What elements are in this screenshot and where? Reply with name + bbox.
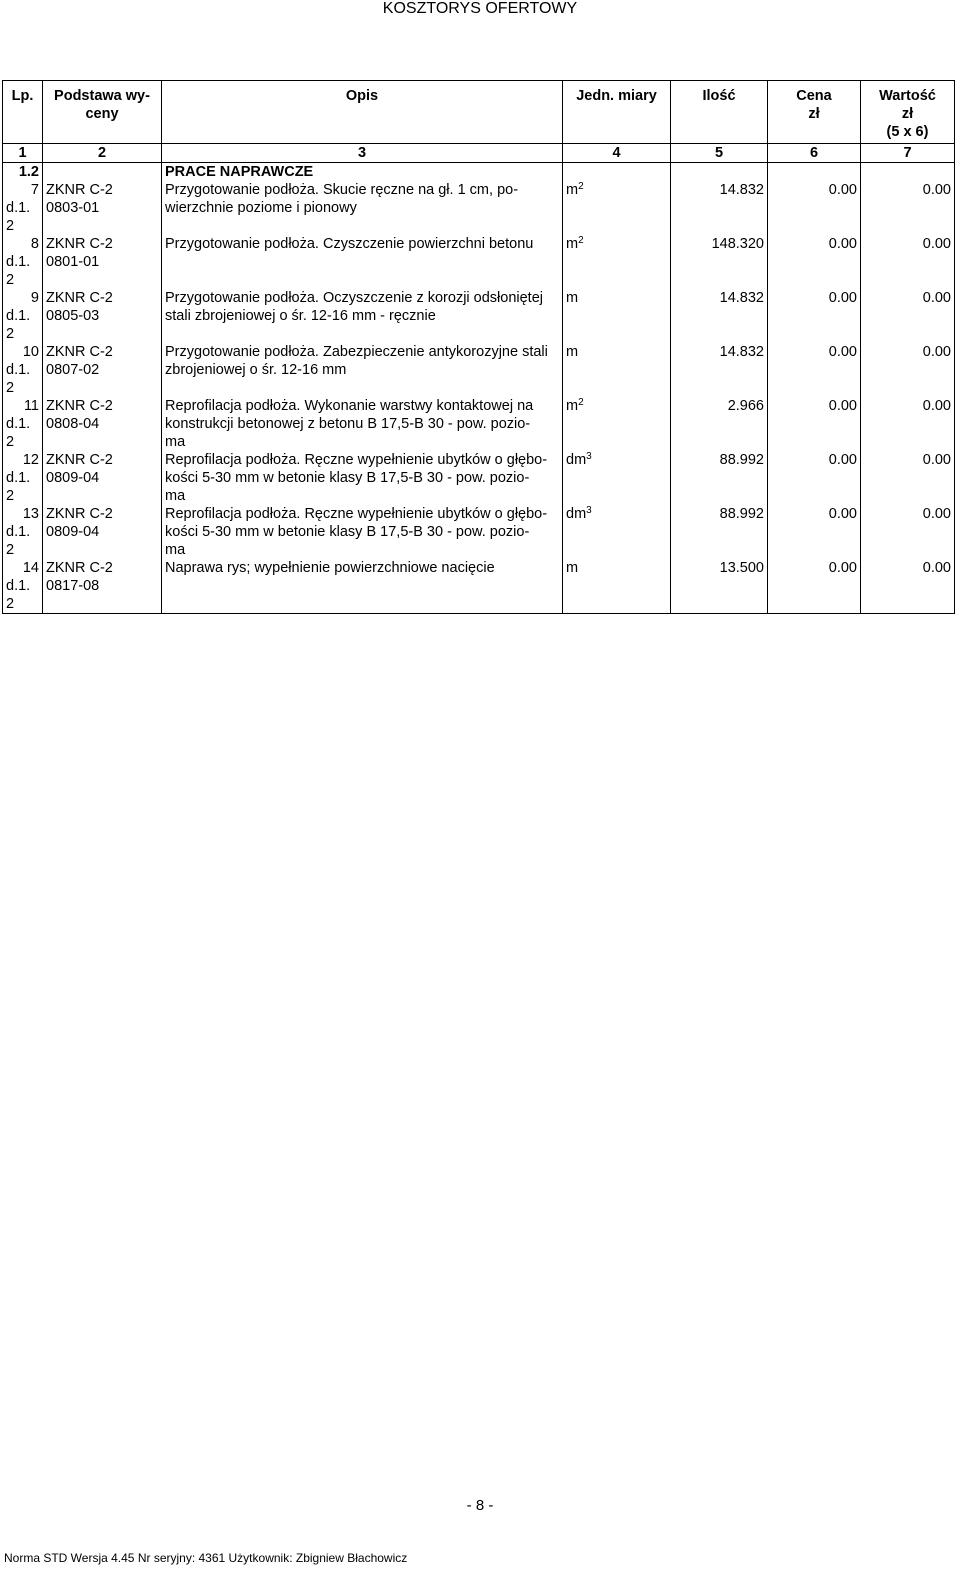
item-description-line: konstrukcji betonowej z betonu B 17,5-B 30 - pow. pozio- xyxy=(165,416,531,432)
item-value: 0.00 xyxy=(861,505,955,559)
item-unit xyxy=(563,343,671,397)
table-row xyxy=(3,505,955,559)
item-lp xyxy=(3,289,43,343)
item-basis xyxy=(43,181,162,235)
item-basis xyxy=(43,397,162,451)
column-number: 6 xyxy=(768,144,861,163)
item-lp-prefix: d.1. xyxy=(6,362,31,378)
item-description-line: ma xyxy=(165,542,186,558)
item-price: 0.00 xyxy=(768,505,861,559)
item-basis xyxy=(43,505,162,559)
item-value: 0.00 xyxy=(861,343,955,397)
footer-text: Norma STD Wersja 4.45 Nr seryjny: 4361 Użytkownik: Zbigniew Błachowicz xyxy=(4,1551,408,1565)
table-row xyxy=(3,181,955,235)
section-row xyxy=(3,163,955,182)
table-row xyxy=(3,451,955,505)
item-unit xyxy=(563,559,671,614)
item-basis xyxy=(43,289,162,343)
item-unit-base: m xyxy=(566,344,579,360)
section-title: PRACE NAPRAWCZE xyxy=(162,163,563,182)
item-basis-code: 0807-02 xyxy=(46,362,100,378)
item-lp xyxy=(3,505,43,559)
item-lp-number: 10 xyxy=(22,344,39,360)
item-unit-exponent: 2 xyxy=(578,397,584,408)
item-lp-number: 12 xyxy=(22,452,39,468)
item-description-line: wierzchnie poziome i pionowy xyxy=(165,200,357,216)
table-row xyxy=(3,559,955,614)
item-unit-exponent: 2 xyxy=(578,235,584,246)
item-value: 0.00 xyxy=(861,559,955,614)
item-basis-catalog: ZKNR C-2 xyxy=(46,344,113,360)
item-description-line: zbrojeniowej o śr. 12-16 mm xyxy=(165,362,347,378)
item-quantity: 14.832 xyxy=(671,289,768,343)
item-description-line: stali zbrojeniowej o śr. 12-16 mm - ręcznie xyxy=(165,308,436,324)
item-basis-catalog: ZKNR C-2 xyxy=(46,560,113,576)
item-lp xyxy=(3,235,43,289)
item-lp-number: 9 xyxy=(30,290,39,306)
column-number: 1 xyxy=(3,144,43,163)
item-description-line: Przygotowanie podłoża. Skucie ręczne na gł. 1 cm, po- xyxy=(165,182,519,198)
item-description xyxy=(162,559,563,614)
column-number: 7 xyxy=(861,144,955,163)
item-lp-prefix: d.1. xyxy=(6,200,31,216)
item-unit xyxy=(563,505,671,559)
header-value: Wartość zł (5 x 6) xyxy=(861,81,955,144)
item-basis-code: 0801-01 xyxy=(46,254,100,270)
column-number: 4 xyxy=(563,144,671,163)
item-price: 0.00 xyxy=(768,181,861,235)
table-row xyxy=(3,235,955,289)
item-price: 0.00 xyxy=(768,289,861,343)
column-number: 5 xyxy=(671,144,768,163)
item-description-line: kości 5-30 mm w betonie klasy B 17,5-B 30 - pow. pozio- xyxy=(165,470,530,486)
item-lp-prefix: d.1. xyxy=(6,578,31,594)
column-number-row xyxy=(3,144,955,163)
item-quantity: 88.992 xyxy=(671,505,768,559)
item-unit-base: m xyxy=(566,290,579,306)
item-lp-number: 14 xyxy=(22,560,39,576)
item-description xyxy=(162,397,563,451)
item-lp-number: 11 xyxy=(23,398,39,414)
header-quantity: Ilość xyxy=(671,81,768,144)
item-description-line: Przygotowanie podłoża. Zabezpieczenie antykorozyjne stali xyxy=(165,344,548,360)
item-lp-prefix: d.1. xyxy=(6,254,31,270)
item-lp-number: 7 xyxy=(30,182,39,198)
item-lp-prefix: d.1. xyxy=(6,524,31,540)
header-description: Opis xyxy=(162,81,563,144)
item-description-line: ma xyxy=(165,434,186,450)
item-unit-base: m xyxy=(566,182,579,198)
column-number: 3 xyxy=(162,144,563,163)
header-price: Cena zł xyxy=(768,81,861,144)
item-lp-suffix: 2 xyxy=(6,488,15,504)
item-lp-suffix: 2 xyxy=(6,326,15,342)
item-description-line: kości 5-30 mm w betonie klasy B 17,5-B 30 - pow. pozio- xyxy=(165,524,530,540)
item-value: 0.00 xyxy=(861,235,955,289)
item-unit-base: m xyxy=(566,236,579,252)
table-row xyxy=(3,343,955,397)
item-lp-prefix: d.1. xyxy=(6,308,31,324)
item-unit-base: m xyxy=(566,560,579,576)
item-quantity: 148.320 xyxy=(671,235,768,289)
item-quantity: 13.500 xyxy=(671,559,768,614)
item-lp-suffix: 2 xyxy=(6,272,15,288)
table-row xyxy=(3,289,955,343)
item-unit xyxy=(563,397,671,451)
item-basis xyxy=(43,559,162,614)
item-description xyxy=(162,181,563,235)
column-number: 2 xyxy=(43,144,162,163)
item-basis-code: 0809-04 xyxy=(46,470,100,486)
item-basis xyxy=(43,235,162,289)
item-unit xyxy=(563,181,671,235)
item-description xyxy=(162,289,563,343)
item-quantity: 88.992 xyxy=(671,451,768,505)
item-lp xyxy=(3,181,43,235)
header-basis: Podstawa wy- ceny xyxy=(43,81,162,144)
item-price: 0.00 xyxy=(768,235,861,289)
item-basis xyxy=(43,343,162,397)
item-price: 0.00 xyxy=(768,451,861,505)
item-lp-suffix: 2 xyxy=(6,380,15,396)
item-description-line: Przygotowanie podłoża. Czyszczenie powierzchni betonu xyxy=(165,236,534,252)
item-lp-number: 13 xyxy=(22,506,39,522)
item-unit-base: m xyxy=(566,398,579,414)
item-basis-catalog: ZKNR C-2 xyxy=(46,452,113,468)
item-value: 0.00 xyxy=(861,181,955,235)
item-unit xyxy=(563,451,671,505)
item-price: 0.00 xyxy=(768,343,861,397)
item-unit-exponent: 3 xyxy=(586,451,592,462)
item-lp-suffix: 2 xyxy=(6,218,15,234)
item-quantity: 14.832 xyxy=(671,181,768,235)
item-description-line: Naprawa rys; wypełnienie powierzchniowe nacięcie xyxy=(165,560,495,576)
item-unit-base: dm xyxy=(566,506,587,522)
header-lp: Lp. xyxy=(3,81,43,144)
item-price: 0.00 xyxy=(768,397,861,451)
item-unit xyxy=(563,235,671,289)
item-lp-prefix: d.1. xyxy=(6,416,31,432)
item-lp-suffix: 2 xyxy=(6,542,15,558)
item-lp xyxy=(3,451,43,505)
item-unit-base: dm xyxy=(566,452,587,468)
item-lp xyxy=(3,559,43,614)
section-number: 1.2 xyxy=(3,163,43,182)
header-unit: Jedn. miary xyxy=(563,81,671,144)
item-basis-code: 0805-03 xyxy=(46,308,100,324)
item-basis-catalog: ZKNR C-2 xyxy=(46,506,113,522)
item-basis-code: 0809-04 xyxy=(46,524,100,540)
page-title: KOSZTORYS OFERTOWY xyxy=(382,0,578,17)
item-price: 0.00 xyxy=(768,559,861,614)
item-lp-suffix: 2 xyxy=(6,596,15,612)
item-description-line: Przygotowanie podłoża. Oczyszczenie z korozji odsłoniętej xyxy=(165,290,543,306)
item-basis xyxy=(43,451,162,505)
item-quantity: 2.966 xyxy=(671,397,768,451)
item-description xyxy=(162,505,563,559)
item-quantity: 14.832 xyxy=(671,343,768,397)
item-basis-catalog: ZKNR C-2 xyxy=(46,182,113,198)
header-row xyxy=(3,81,955,144)
item-basis-code: 0803-01 xyxy=(46,200,100,216)
item-value: 0.00 xyxy=(861,289,955,343)
item-basis-catalog: ZKNR C-2 xyxy=(46,398,113,414)
page-number: - 8 - xyxy=(466,1497,494,1514)
item-basis-catalog: ZKNR C-2 xyxy=(46,236,113,252)
item-description-line: Reprofilacja podłoża. Ręczne wypełnienie ubytków o głębo- xyxy=(165,506,548,522)
item-lp xyxy=(3,397,43,451)
item-lp-prefix: d.1. xyxy=(6,470,31,486)
item-unit-exponent: 2 xyxy=(578,181,584,192)
item-lp xyxy=(3,343,43,397)
item-unit xyxy=(563,289,671,343)
item-description-line: Reprofilacja podłoża. Wykonanie warstwy kontaktowej na xyxy=(165,398,534,414)
item-description-line: ma xyxy=(165,488,186,504)
item-description-line: Reprofilacja podłoża. Ręczne wypełnienie ubytków o głębo- xyxy=(165,452,548,468)
item-basis-catalog: ZKNR C-2 xyxy=(46,290,113,306)
item-unit-exponent: 3 xyxy=(586,505,592,516)
item-lp-number: 8 xyxy=(30,236,39,252)
item-description xyxy=(162,235,563,289)
item-basis-code: 0808-04 xyxy=(46,416,100,432)
item-basis-code: 0817-08 xyxy=(46,578,100,594)
item-value: 0.00 xyxy=(861,451,955,505)
item-description xyxy=(162,451,563,505)
item-lp-suffix: 2 xyxy=(6,434,15,450)
table-row xyxy=(3,397,955,451)
item-value: 0.00 xyxy=(861,397,955,451)
cost-estimate-table xyxy=(2,80,955,614)
item-description xyxy=(162,343,563,397)
